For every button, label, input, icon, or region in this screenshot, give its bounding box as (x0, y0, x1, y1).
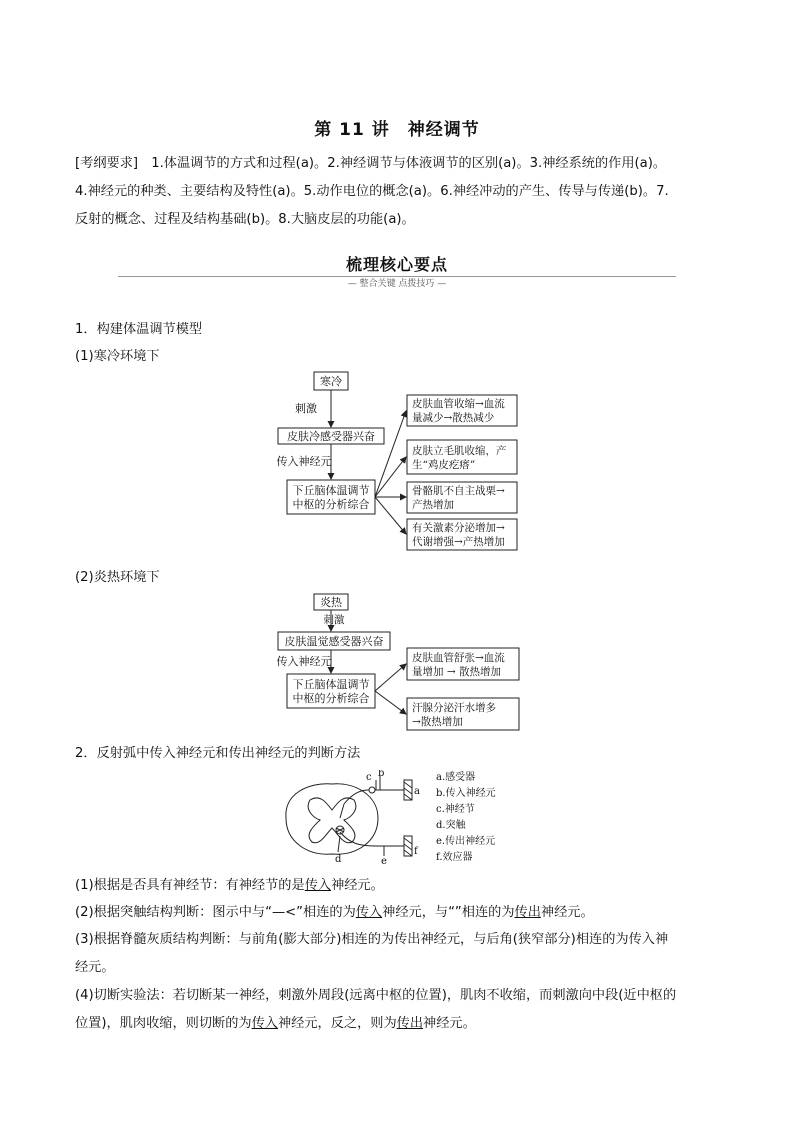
part1-title: 1．构建体温调节模型 (75, 322, 203, 337)
method-paragraph-1 (75, 872, 725, 900)
method-paragraph-2 (75, 899, 725, 927)
effect-text: →散热增加 (412, 716, 463, 728)
spinal-cord (286, 784, 378, 854)
underlined-answer: 传入 (304, 878, 332, 893)
requirements-line: [考纲要求] 1.体温调节的方式和过程(a)。2.神经调节与体液调节的区别(a)。3.神经系统的作用(a)。 (75, 156, 667, 171)
section-subheading: — 整合关键 点拨技巧 — (347, 279, 447, 289)
effect-text: 生“鸡皮疙瘩” (412, 459, 476, 471)
legend-item: a.感受器 (436, 772, 476, 783)
arrow (375, 457, 406, 497)
center-label: 下丘脑体温调节 (292, 484, 370, 497)
center-label: 下丘脑体温调节 (292, 678, 370, 691)
synapse-mark (336, 828, 344, 832)
section-header (118, 255, 676, 291)
syllabus-requirements (75, 150, 723, 234)
cold-stimulus-label: 寒冷 (320, 375, 342, 388)
stimulate-label: 刺激 (295, 402, 317, 415)
effect-text: 产热增加 (412, 499, 454, 511)
center-label: 中枢的分析综合 (292, 498, 370, 511)
text: 经元。 (75, 960, 115, 975)
text: 神经元。 (540, 905, 594, 920)
label-a: a (414, 786, 420, 797)
effect-text: 皮肤血管收缩→血流 (412, 398, 505, 410)
text: 神经元。 (423, 1016, 476, 1031)
hot-receptor-label: 皮肤温觉感受器兴奋 (284, 635, 384, 648)
hot-title: (2)炎热环境下 (75, 570, 160, 585)
label-b: b (378, 770, 385, 779)
underlined-answer: 传入 (355, 905, 383, 920)
part2-title: 2．反射弧中传入神经元和传出神经元的判断方法 (75, 746, 361, 761)
page-title: 第 11 讲 神经调节 (314, 120, 480, 140)
underlined-answer: 传出 (396, 1016, 424, 1031)
legend-item: b.传入神经元 (436, 788, 496, 799)
effect-text: 代谢增强→产热增加 (412, 536, 505, 548)
text: 神经元。 (331, 878, 384, 893)
requirements-line: 4.神经元的种类、主要结构及特性(a)。5.动作电位的概念(a)。6.神经冲动的产生、传导与传递(b)。7. (75, 184, 669, 199)
arrow (375, 411, 406, 497)
method-paragraph-3 (75, 926, 725, 982)
text: (3)根据脊髓灰质结构判断：与前角(膨大部分)相连的为传出神经元，与后角(狭窄部分)相连的为传入神 (75, 932, 669, 947)
requirements-line: 反射的概念、过程及结构基础(b)。8.大脑皮层的功能(a)。 (75, 212, 415, 227)
effect-text: 量减少→散热减少 (412, 412, 495, 424)
arrow (375, 497, 406, 534)
text: 神经元，与“”相连的为 (382, 905, 515, 920)
afferent-label: 传入神经元 (276, 455, 332, 468)
cold-title: (1)寒冷环境下 (75, 349, 160, 364)
text: (1)根据是否具有神经节：有神经节的是 (75, 878, 305, 893)
text: (4)切断实验法：若切断某一神经，刺激外周段(远离中枢的位置)，肌肉不收缩，而刺激向中段(近中枢的 (75, 988, 677, 1003)
legend-item: d.突触 (436, 820, 466, 831)
afferent-label: 传入神经元 (276, 655, 332, 668)
label-c: c (366, 772, 372, 783)
label-f: f (414, 846, 418, 857)
legend-item: c.神经节 (436, 804, 475, 815)
hot-regulation-diagram (270, 590, 530, 732)
arrow (375, 691, 406, 714)
section-heading: 梳理核心要点 (345, 255, 448, 274)
underlined-answer: 传入 (251, 1016, 278, 1031)
text: 神经元，反之，则为 (277, 1016, 397, 1031)
gray-matter (308, 798, 356, 843)
arrow (375, 664, 406, 691)
effect-text: 量增加 → 散热增加 (412, 666, 501, 678)
text: (2)根据突触结构判断：图示中与“—<”相连的为 (75, 905, 356, 920)
efferent-fiber (340, 832, 404, 846)
text: 位置)，肌肉收缩，则切断的为 (75, 1016, 252, 1031)
legend-item: e.传出神经元 (436, 836, 496, 847)
hot-stimulus-label: 炎热 (320, 596, 342, 609)
cold-receptor-label: 皮肤冷感受器兴奋 (287, 430, 375, 443)
effect-text: 有关激素分泌增加→ (412, 522, 505, 534)
cold-regulation-diagram (270, 368, 530, 554)
effect-text: 皮肤立毛肌收缩，产 (412, 445, 507, 457)
method-paragraph-4 (75, 982, 725, 1038)
stimulate-label: 刺激 (323, 614, 345, 626)
effect-text: 汗腺分泌汗水增多 (412, 702, 496, 714)
label-d: d (335, 854, 342, 865)
label-e: e (381, 856, 387, 867)
effect-text: 皮肤血管舒张→血流 (412, 652, 505, 664)
ganglion-mark (369, 787, 375, 793)
d-pointer (338, 836, 340, 852)
center-label: 中枢的分析综合 (292, 692, 370, 705)
underlined-answer: 传出 (514, 905, 541, 920)
interneuron (340, 804, 344, 818)
legend-item: f.效应器 (436, 852, 473, 863)
effect-text: 骨骼肌不自主战栗→ (412, 485, 505, 497)
reflex-arc-diagram (280, 770, 520, 870)
